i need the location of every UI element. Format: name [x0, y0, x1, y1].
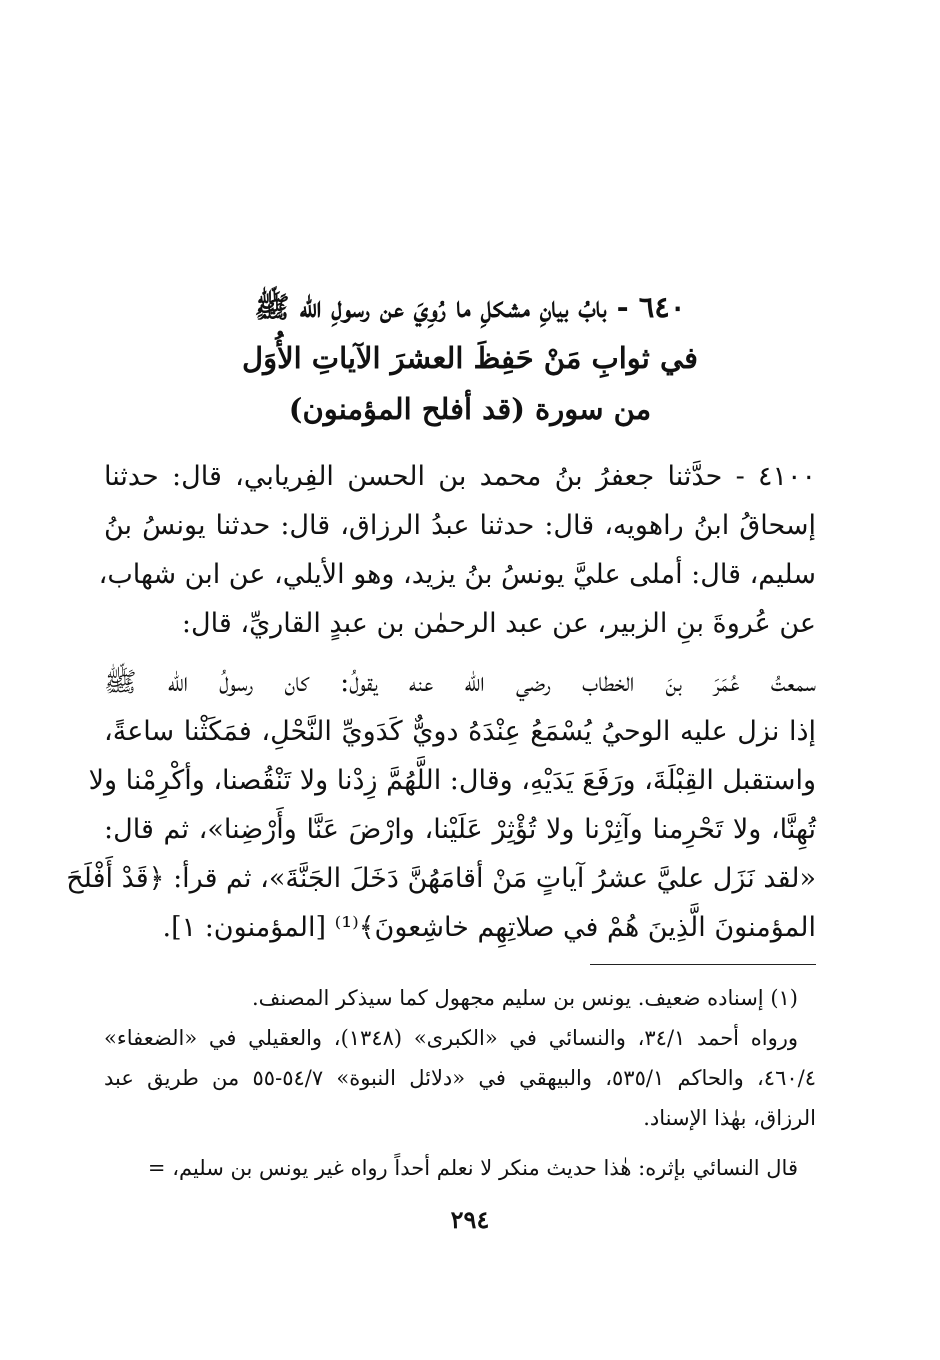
footnotes — [104, 978, 816, 1188]
isnad-line: إسحاقُ ابنُ راهويه، قال: حدثنا عبدُ الرزاق، قال: حدثنا يونسُ بنُ — [104, 510, 816, 541]
matn-line: «لقد نَزَل عليَّ عشرُ آياتٍ مَنْ أقامَهُنَّ دَخَلَ الجَنَّةَ»، ثم قرأ: ﴿قَدْ أَفْلَحَ — [66, 863, 816, 894]
matn-line: إذا نزل عليه الوحيُ يُسْمَعُ عِنْدَهُ دويٌّ كَدَويِّ النَّحْلِ، فمَكَثْنا ساعةً، — [104, 716, 816, 747]
hadith-matn — [66, 658, 816, 952]
isnad-line: عن عُروةَ بنِ الزبير، عن عبد الرحمٰن بن عبدٍ القاريِّ، قال: — [181, 608, 816, 639]
footnote-separator — [590, 964, 816, 965]
chapter-title-line-2: في ثوابِ مَنْ حَفِظَ العشرَ الآياتِ الأُوَل — [242, 341, 698, 375]
chapter-title-line-1: ٦٤٠ - بابُ بيانِ مشكلِ ما رُوِيَ عن رسولِ الله ﷺ — [254, 290, 686, 324]
hadith-isnad — [98, 452, 816, 648]
footnote-line: ٤٦٠/٤، والحاكم ٥٣٥/١، والبيهقي في «دلائل النبوة» ٥٤/٧-٥٥ من طريق عبد — [104, 1066, 816, 1090]
matn-line: تُهِنَّا، ولا تَحْرِمنا وآثِرْنا ولا تُؤْثِرْ عَلَيْنا، وارْضَ عَنَّا وأَرْضِنا»، ثم قال: — [104, 814, 816, 845]
matn-line: المؤمنونَ الَّذِينَ هُمْ في صلاتِهِم خاشِعونَ﴾⁽¹⁾ [المؤمنون: ١]. — [162, 912, 816, 943]
footnote-line: ورواه أحمد ٣٤/١، والنسائي في «الكبرى» (١٣٤٨)، والعقيلي في «الضعفاء» — [104, 1026, 798, 1050]
footnote-2-line: قال النسائي بإثره: هٰذا حديث منكر لا نعلم أحداً رواه غير يونس بن سليم، = — [147, 1156, 798, 1180]
matn-line: سمعتُ عُمَرَ بنَ الخطاب رضي الله عنه يقولُ: كان رسولُ الله ﷺ — [104, 667, 816, 698]
page-number: ٢٩٤ — [450, 1205, 490, 1234]
matn-line: واستقبل القِبْلَةَ، ورَفَعَ يَدَيْهِ، وقال: اللَّهُمَّ زِدْنا ولا تَنْقُصنا، وأكْرِمْنا ولا — [88, 765, 816, 796]
isnad-line: سليم، قال: أملى عليَّ يونسُ بنُ يزيد، وهو الأيلي، عن ابن شهاب، — [98, 559, 816, 590]
isnad-line: ٤١٠٠ - حدَّثنا جعفرُ بنُ محمد بن الحسن الفِريابي، قال: حدثنا — [104, 461, 816, 492]
footnote-line: الرزاق، بهٰذا الإسناد. — [643, 1106, 816, 1130]
chapter-title-line-3: من سورة (قد أفلح المؤمنون) — [288, 392, 652, 426]
chapter-heading — [100, 282, 840, 435]
footnote-1-heading: (١) إسناده ضعيف. يونس بن سليم مجهول كما سيذكر المصنف. — [252, 986, 798, 1010]
